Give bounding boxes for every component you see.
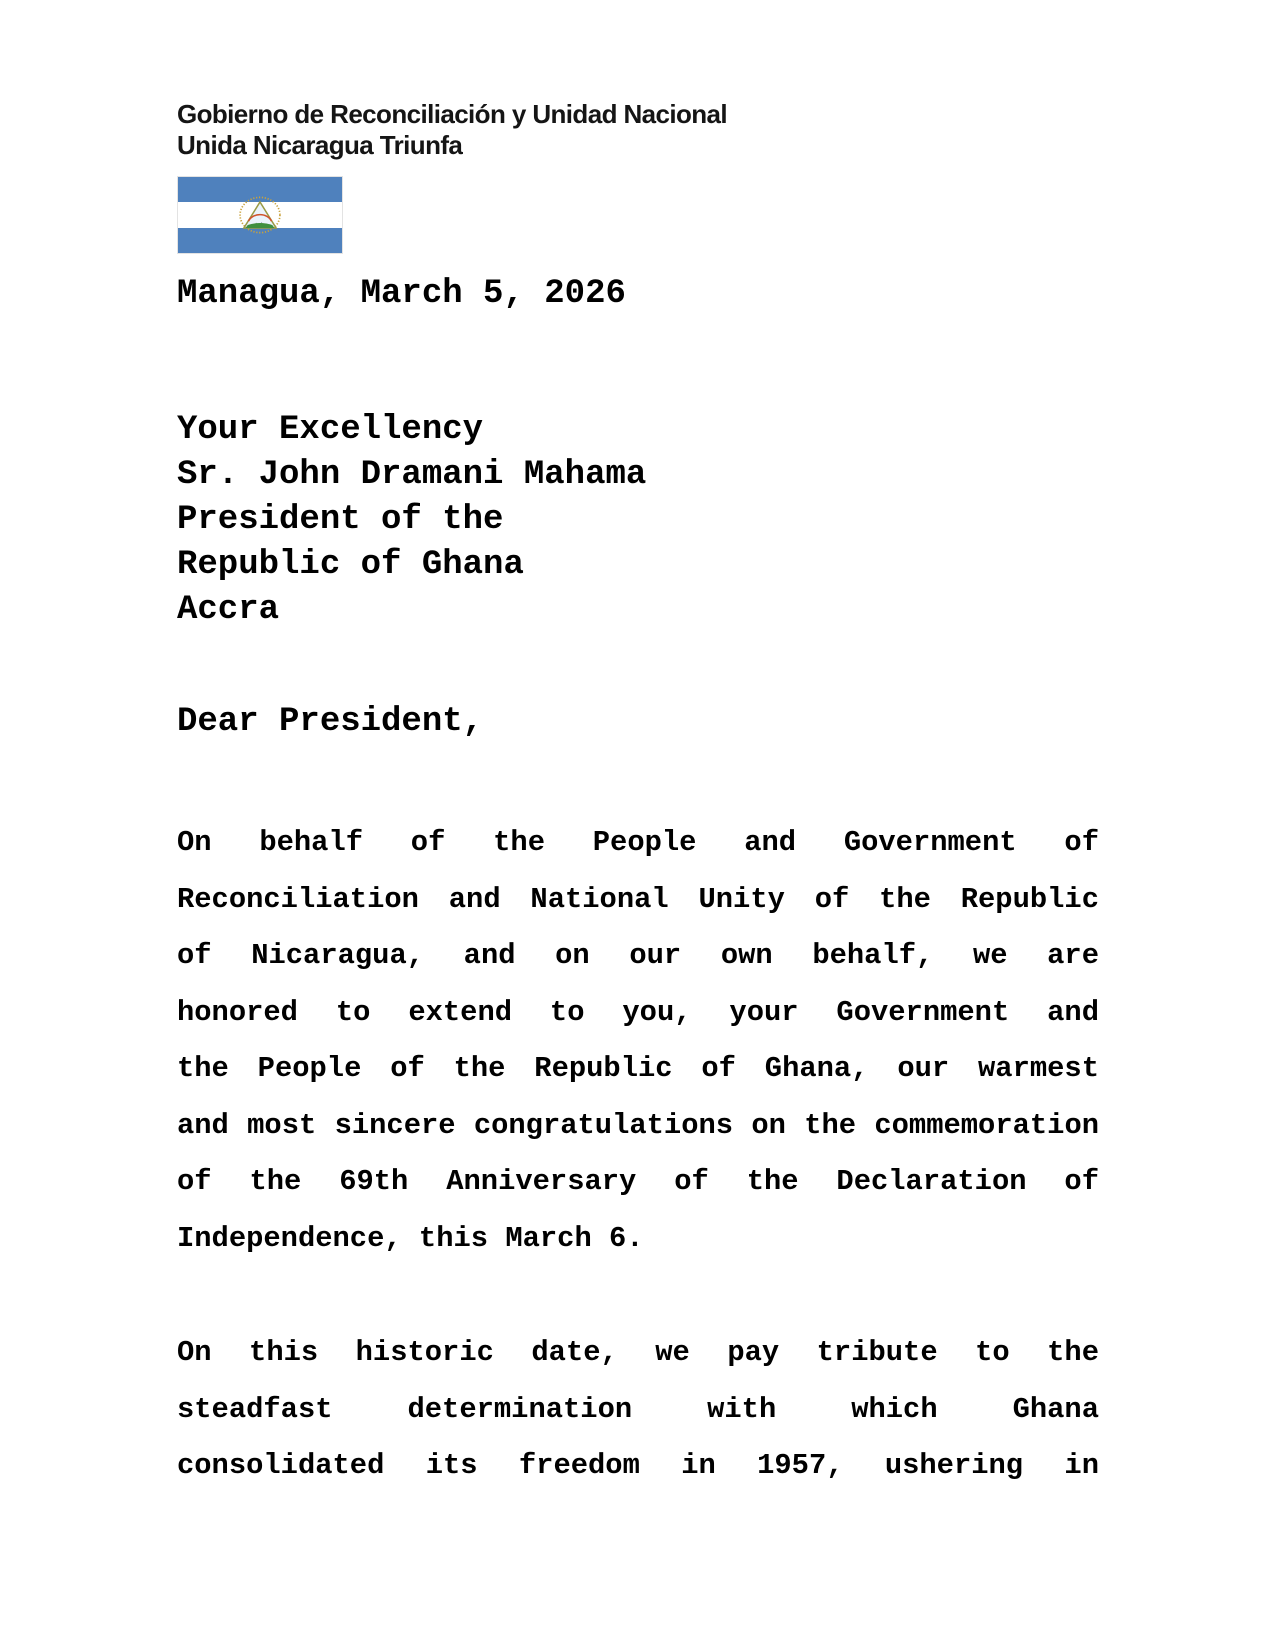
recipient-address [177,408,646,633]
letterhead-line-1: Gobierno de Reconciliación y Unidad Nacional [177,99,728,129]
paragraph-line: steadfast determination with which Ghana [177,1392,1099,1426]
letterhead-line-2: Unida Nicaragua Triunfa [177,130,463,160]
paragraph-line: Independence, this March 6. [177,1221,644,1255]
paragraph-line: of the 69th Anniversary of the Declaration of [177,1165,1099,1198]
paragraph-line: and most sincere congratulations on the commemoration [177,1108,1099,1142]
recipient-address-line: Republic of Ghana [177,546,524,584]
paragraph-line: Reconciliation and National Unity of the Republic [177,882,1099,916]
paragraph-line: of Nicaragua, and on our own behalf, we are [177,939,1099,972]
date-line: Managua, March 5, 2026 [177,275,626,313]
salutation: Dear President, [177,703,484,741]
recipient-address-line: Sr. John Dramani Mahama [177,456,647,494]
paragraph-line: the People of the Republic of Ghana, our warmest [177,1052,1099,1085]
recipient-address-line: Your Excellency [177,411,484,449]
paragraph-line: On behalf of the People and Government of [177,826,1099,859]
paragraph-line: consolidated its freedom in 1957, ushering in [177,1449,1099,1482]
letterhead [177,99,727,161]
recipient-address-line: President of the [177,501,504,539]
body-paragraph-1 [177,815,1099,1267]
body-paragraph-2 [177,1325,1099,1495]
paragraph-line: On this historic date, we pay tribute to the [177,1336,1099,1369]
nicaragua-flag [177,176,343,254]
paragraph-line: honored to extend to you, your Government and [177,995,1099,1029]
coat-of-arms-icon [237,195,283,235]
recipient-address-line: Accra [177,591,280,629]
